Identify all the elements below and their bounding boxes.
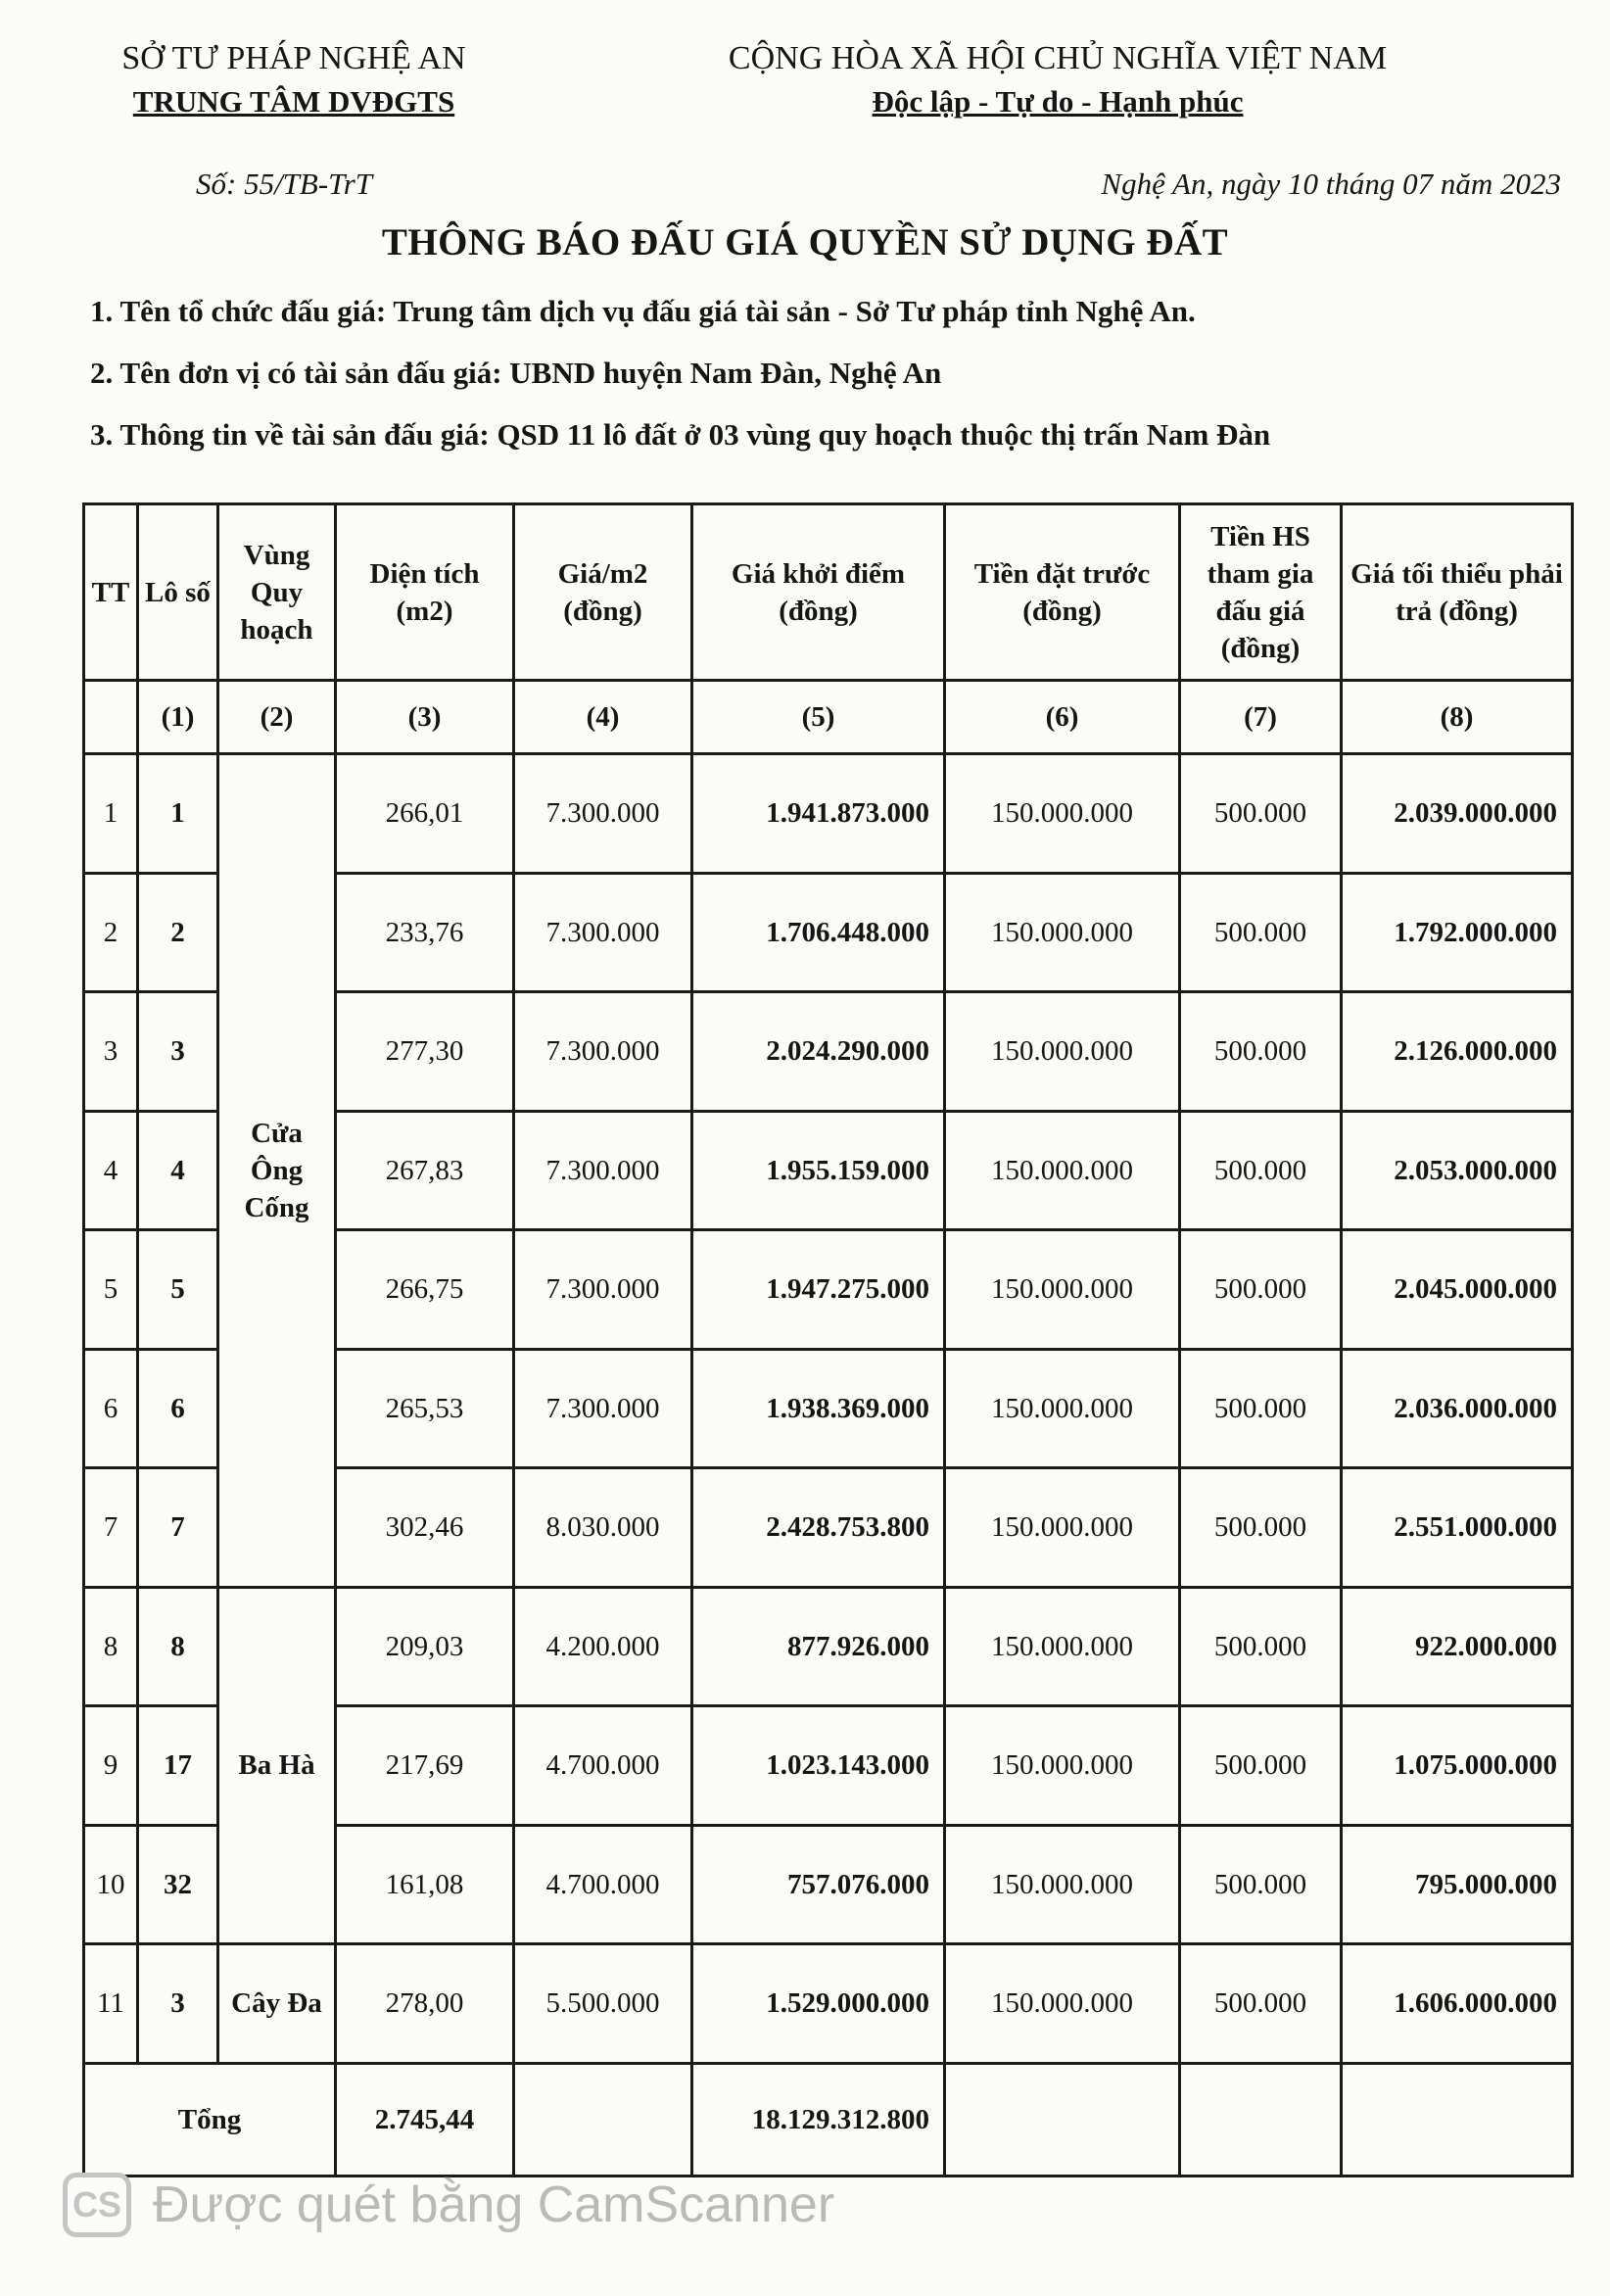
reference-number: Số: 55/TB-TrT [196, 167, 373, 201]
cell-area: 277,30 [336, 992, 514, 1112]
document-title: THÔNG BÁO ĐẤU GIÁ QUYỀN SỬ DỤNG ĐẤT [381, 221, 1229, 263]
cell-min-price: 1.606.000.000 [1342, 1944, 1573, 2064]
cell-area: 161,08 [336, 1825, 514, 1944]
header-min-price: Giá tối thiểu phải trả (đồng) [1342, 504, 1573, 681]
header-zone: Vùng Quy hoạch [218, 504, 336, 681]
cell-start-price: 2.024.290.000 [692, 992, 945, 1112]
cell-deposit: 150.000.000 [945, 992, 1180, 1112]
col-number: (7) [1180, 681, 1342, 754]
col-number: (4) [514, 681, 692, 754]
col-number [84, 681, 138, 754]
cell-min-price: 2.039.000.000 [1342, 754, 1573, 874]
cell-min-price: 1.075.000.000 [1342, 1706, 1573, 1826]
cell-zone: Cửa Ông Cống [218, 754, 336, 1588]
cell-price-m2: 7.300.000 [514, 873, 692, 992]
cell-deposit: 150.000.000 [945, 1111, 1180, 1230]
cell-min-price: 2.036.000.000 [1342, 1349, 1573, 1468]
place-date: Nghệ An, ngày 10 tháng 07 năm 2023 [1101, 167, 1561, 201]
info-line-2: 2. Tên đơn vị có tài sản đấu giá: UBND huyện Nam Đàn, Nghệ An [90, 356, 942, 390]
cell-price-m2: 5.500.000 [514, 1944, 692, 2064]
cell-fee: 500.000 [1180, 1468, 1342, 1588]
auction-table [82, 502, 1574, 2177]
cell-tt: 10 [84, 1825, 138, 1944]
cell-start-price: 1.529.000.000 [692, 1944, 945, 2064]
cell-price-m2: 8.030.000 [514, 1468, 692, 1588]
cell-deposit: 150.000.000 [945, 1349, 1180, 1468]
total-area: 2.745,44 [336, 2063, 514, 2176]
cell-min-price: 922.000.000 [1342, 1587, 1573, 1706]
cell-area: 266,01 [336, 754, 514, 874]
cell-tt: 1 [84, 754, 138, 874]
cell-price-m2: 7.300.000 [514, 1111, 692, 1230]
total-empty-cell [514, 2063, 692, 2176]
cell-start-price: 1.023.143.000 [692, 1706, 945, 1826]
republic-name: CỘNG HÒA XÃ HỘI CHỦ NGHĨA VIỆT NAM [728, 40, 1388, 76]
cell-tt: 3 [84, 992, 138, 1112]
table-row [84, 754, 1573, 874]
cell-deposit: 150.000.000 [945, 1468, 1180, 1588]
col-number: (5) [692, 681, 945, 754]
cell-zone: Ba Hà [218, 1587, 336, 1944]
cell-area: 267,83 [336, 1111, 514, 1230]
col-number: (1) [138, 681, 218, 754]
cell-area: 266,75 [336, 1230, 514, 1350]
cell-area: 209,03 [336, 1587, 514, 1706]
cell-start-price: 877.926.000 [692, 1587, 945, 1706]
cell-price-m2: 4.700.000 [514, 1706, 692, 1826]
cell-fee: 500.000 [1180, 1706, 1342, 1826]
cell-zone: Cây Đa [218, 1944, 336, 2064]
header-start-price: Giá khởi điểm (đồng) [692, 504, 945, 681]
cell-deposit: 150.000.000 [945, 1587, 1180, 1706]
cell-lot: 7 [138, 1468, 218, 1588]
cell-tt: 2 [84, 873, 138, 992]
total-empty-cell [1342, 2063, 1573, 2176]
cell-area: 265,53 [336, 1349, 514, 1468]
cell-lot: 32 [138, 1825, 218, 1944]
table-header-row [84, 504, 1573, 681]
cell-min-price: 795.000.000 [1342, 1825, 1573, 1944]
cell-min-price: 2.551.000.000 [1342, 1468, 1573, 1588]
cell-start-price: 1.706.448.000 [692, 873, 945, 992]
cell-tt: 5 [84, 1230, 138, 1350]
col-number: (2) [218, 681, 336, 754]
header-lot: Lô số [138, 504, 218, 681]
header-area: Diện tích (m2) [336, 504, 514, 681]
cell-price-m2: 7.300.000 [514, 1349, 692, 1468]
cell-min-price: 1.792.000.000 [1342, 873, 1573, 992]
cell-fee: 500.000 [1180, 1825, 1342, 1944]
header-deposit: Tiền đặt trước (đồng) [945, 504, 1180, 681]
cell-lot: 2 [138, 873, 218, 992]
cell-area: 217,69 [336, 1706, 514, 1826]
cell-lot: 3 [138, 1944, 218, 2064]
cell-lot: 5 [138, 1230, 218, 1350]
cell-lot: 8 [138, 1587, 218, 1706]
cell-deposit: 150.000.000 [945, 873, 1180, 992]
cell-min-price: 2.045.000.000 [1342, 1230, 1573, 1350]
cell-tt: 9 [84, 1706, 138, 1826]
total-label: Tổng [84, 2063, 336, 2176]
cell-deposit: 150.000.000 [945, 1944, 1180, 2064]
cell-start-price: 1.947.275.000 [692, 1230, 945, 1350]
cell-fee: 500.000 [1180, 1230, 1342, 1350]
cell-fee: 500.000 [1180, 873, 1342, 992]
header-tt: TT [84, 504, 138, 681]
total-start-price: 18.129.312.800 [692, 2063, 945, 2176]
cell-lot: 3 [138, 992, 218, 1112]
cell-start-price: 1.955.159.000 [692, 1111, 945, 1230]
cell-start-price: 1.938.369.000 [692, 1349, 945, 1468]
cell-tt: 4 [84, 1111, 138, 1230]
watermark-text: Được quét bằng CamScanner [153, 2176, 835, 2233]
agency-unit: TRUNG TÂM DVĐGTS [132, 84, 455, 119]
col-number: (6) [945, 681, 1180, 754]
cell-fee: 500.000 [1180, 1349, 1342, 1468]
cell-min-price: 2.126.000.000 [1342, 992, 1573, 1112]
table-row [84, 1587, 1573, 1706]
cell-area: 233,76 [336, 873, 514, 992]
cell-deposit: 150.000.000 [945, 1706, 1180, 1826]
cell-fee: 500.000 [1180, 1944, 1342, 2064]
total-row [84, 2063, 1573, 2176]
total-empty-cell [945, 2063, 1180, 2176]
camscanner-logo-icon: CS [63, 2173, 131, 2237]
cell-lot: 6 [138, 1349, 218, 1468]
cell-tt: 11 [84, 1944, 138, 2064]
cell-deposit: 150.000.000 [945, 1825, 1180, 1944]
motto: Độc lập - Tự do - Hạnh phúc [872, 84, 1244, 119]
column-number-row [84, 681, 1573, 754]
cell-start-price: 2.428.753.800 [692, 1468, 945, 1588]
cell-deposit: 150.000.000 [945, 1230, 1180, 1350]
cell-fee: 500.000 [1180, 1111, 1342, 1230]
cell-area: 302,46 [336, 1468, 514, 1588]
cell-lot: 17 [138, 1706, 218, 1826]
header-fee: Tiền HS tham gia đấu giá (đồng) [1180, 504, 1342, 681]
info-line-1: 1. Tên tổ chức đấu giá: Trung tâm dịch vụ đấu giá tài sản - Sở Tư pháp tỉnh Nghệ An. [90, 294, 1196, 328]
cell-tt: 7 [84, 1468, 138, 1588]
cell-lot: 4 [138, 1111, 218, 1230]
cell-price-m2: 7.300.000 [514, 754, 692, 874]
col-number: (3) [336, 681, 514, 754]
cell-min-price: 2.053.000.000 [1342, 1111, 1573, 1230]
cell-tt: 6 [84, 1349, 138, 1468]
info-line-3: 3. Thông tin về tài sản đấu giá: QSD 11 lô đất ở 03 vùng quy hoạch thuộc thị trấn Nam Đàn [90, 417, 1271, 452]
header-price-m2: Giá/m2 (đồng) [514, 504, 692, 681]
cell-lot: 1 [138, 754, 218, 874]
cell-start-price: 1.941.873.000 [692, 754, 945, 874]
cell-area: 278,00 [336, 1944, 514, 2064]
cell-fee: 500.000 [1180, 1587, 1342, 1706]
total-empty-cell [1180, 2063, 1342, 2176]
cell-deposit: 150.000.000 [945, 754, 1180, 874]
cell-price-m2: 7.300.000 [514, 992, 692, 1112]
cell-fee: 500.000 [1180, 992, 1342, 1112]
cell-tt: 8 [84, 1587, 138, 1706]
republic-header [656, 37, 1459, 123]
camscanner-watermark [63, 2173, 834, 2237]
cell-price-m2: 4.200.000 [514, 1587, 692, 1706]
agency-header [78, 37, 509, 123]
col-number: (8) [1342, 681, 1573, 754]
cell-price-m2: 4.700.000 [514, 1825, 692, 1944]
agency-name: SỞ TƯ PHÁP NGHỆ AN [121, 40, 466, 76]
cell-fee: 500.000 [1180, 754, 1342, 874]
cell-start-price: 757.076.000 [692, 1825, 945, 1944]
table-row [84, 1944, 1573, 2064]
cell-price-m2: 7.300.000 [514, 1230, 692, 1350]
